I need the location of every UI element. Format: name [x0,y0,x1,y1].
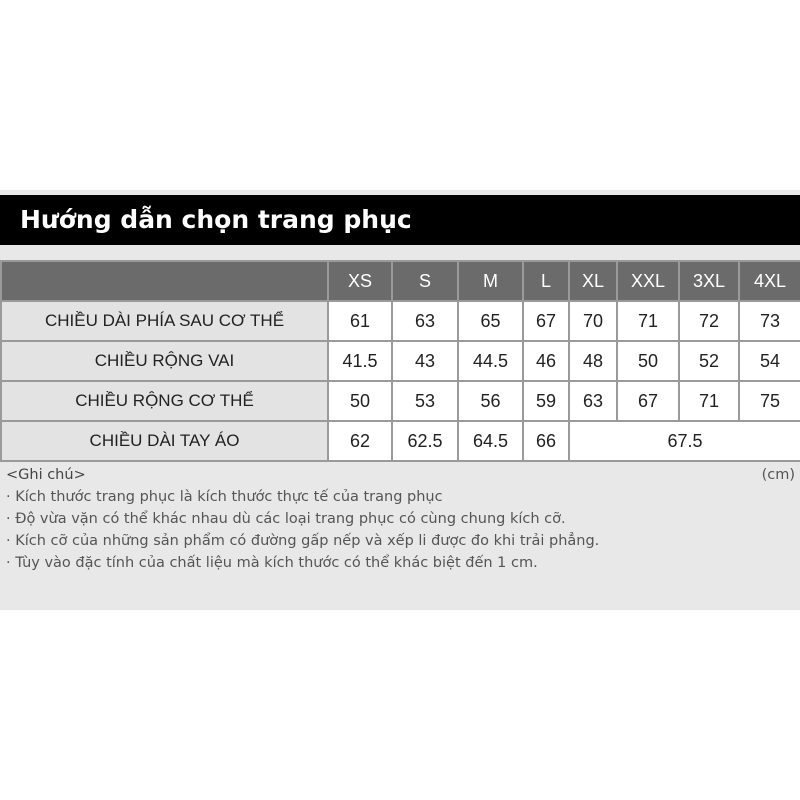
size-header-4xl: 4XL [739,261,800,301]
row-label-shoulder-width: CHIỀU RỘNG VAI [1,341,328,381]
size-header-3xl: 3XL [679,261,739,301]
table-cell: 54 [739,341,800,381]
size-table [0,260,800,462]
size-header-xs: XS [328,261,392,301]
table-cell: 59 [523,381,569,421]
table-row [1,381,800,421]
size-header-l: L [523,261,569,301]
note-item: · Kích cỡ của những sản phẩm có đường gấp nếp và xếp li được đo khi trải phẳng. [6,533,600,549]
table-cell: 41.5 [328,341,392,381]
size-header-s: S [392,261,458,301]
table-cell: 63 [392,301,458,341]
table-row [1,421,800,461]
size-header-row [1,261,800,301]
table-cell: 73 [739,301,800,341]
row-label-back-length: CHIỀU DÀI PHÍA SAU CƠ THỂ [1,301,328,341]
table-cell: 65 [458,301,523,341]
table-cell: 61 [328,301,392,341]
table-cell: 50 [328,381,392,421]
table-cell: 53 [392,381,458,421]
table-cell: 64.5 [458,421,523,461]
note-item: · Độ vừa vặn có thể khác nhau dù các loại trang phục có cùng chung kích cỡ. [6,511,566,527]
table-cell: 44.5 [458,341,523,381]
table-cell: 67 [523,301,569,341]
table-cell: 62.5 [392,421,458,461]
table-cell: 52 [679,341,739,381]
unit-label: (cm) [761,467,795,483]
row-label-sleeve-length: CHIỀU DÀI TAY ÁO [1,421,328,461]
table-cell: 66 [523,421,569,461]
table-cell: 75 [739,381,800,421]
note-text: Tùy vào đặc tính của chất liệu mà kích thước có thể khác biệt đến 1 cm. [15,555,538,571]
table-cell: 71 [617,301,679,341]
notes-section [6,464,796,574]
table-cell: 71 [679,381,739,421]
notes-title: <Ghi chú> [6,467,86,483]
table-cell: 43 [392,341,458,381]
note-text: Kích thước trang phục là kích thước thực tế của trang phục [15,489,443,505]
table-cell: 67 [617,381,679,421]
size-header-m: M [458,261,523,301]
table-cell: 62 [328,421,392,461]
table-cell: 72 [679,301,739,341]
table-cell: 63 [569,381,617,421]
size-header-xxl: XXL [617,261,679,301]
merged-table-cell: 67.5 [569,421,800,461]
table-cell: 70 [569,301,617,341]
note-text: Kích cỡ của những sản phẩm có đường gấp nếp và xếp li được đo khi trải phẳng. [15,533,600,549]
table-row [1,341,800,381]
size-header-xl: XL [569,261,617,301]
row-label-body-width: CHIỀU RỘNG CƠ THỂ [1,381,328,421]
note-item: · Tùy vào đặc tính của chất liệu mà kích thước có thể khác biệt đến 1 cm. [6,555,538,571]
note-item: · Kích thước trang phục là kích thước thực tế của trang phục [6,489,443,505]
note-text: Độ vừa vặn có thể khác nhau dù các loại trang phục có cùng chung kích cỡ. [15,511,566,527]
table-cell: 46 [523,341,569,381]
table-cell: 50 [617,341,679,381]
table-cell: 56 [458,381,523,421]
header-corner-cell [1,261,328,301]
page-title: Hướng dẫn chọn trang phục [0,195,800,245]
size-guide-panel [0,190,800,610]
table-cell: 48 [569,341,617,381]
table-row [1,301,800,341]
